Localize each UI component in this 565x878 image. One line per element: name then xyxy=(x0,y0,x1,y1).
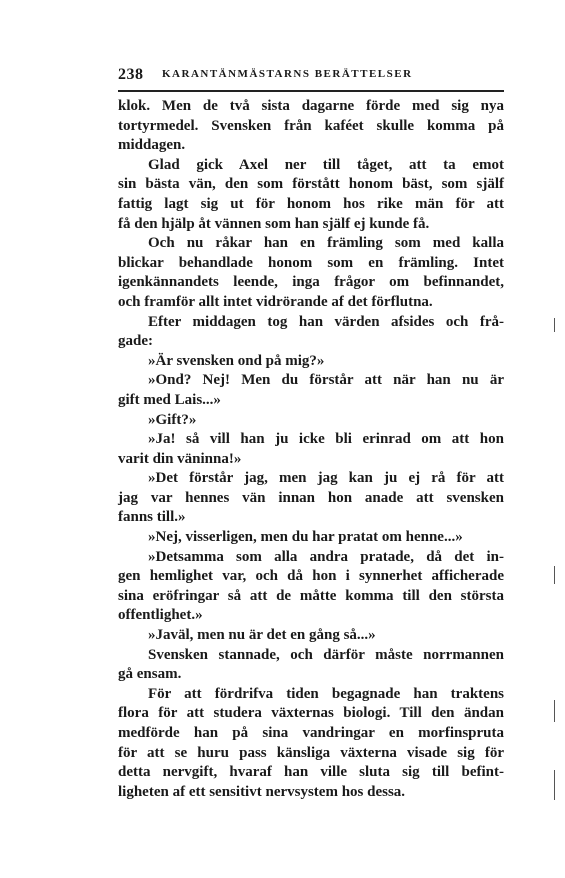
text-line: Glad gick Axel ner till tåget, att ta emot xyxy=(148,156,504,173)
text-line: flora för att studera växternas biologi. Till den ändan xyxy=(118,705,504,722)
text-line: sin bästa vän, den som förstått honom bäst, som själf xyxy=(118,176,504,193)
text-line: fanns till.» xyxy=(118,509,186,526)
text-line: Efter middagen tog han värden afsides och frå- xyxy=(148,313,504,330)
margin-mark xyxy=(554,566,555,584)
text-line: igenkännandets leende, inga frågor om befinnandet, xyxy=(118,274,504,291)
text-line: Och nu råkar han en främling som med kalla xyxy=(148,235,504,252)
text-line: Svensken stannade, och därför måste norrmannen xyxy=(148,646,504,663)
text-line: »Javäl, men nu är det en gång så...» xyxy=(148,627,376,644)
text-line: gift med Lais...» xyxy=(118,391,221,408)
header-rule xyxy=(118,90,504,92)
text-line: »Ja! så vill han ju icke bli erinrad om att hon xyxy=(148,431,504,448)
text-line: offentlighet.» xyxy=(118,607,203,624)
page-header xyxy=(118,66,504,90)
text-line: varit din väninna!» xyxy=(118,450,242,467)
text-line: »Ond? Nej! Men du förstår att när han nu är xyxy=(148,372,504,389)
text-line: ligheten af ett sensitivt nervsystem hos dessa. xyxy=(118,783,406,800)
text-line: För att fördrifva tiden begagnade han traktens xyxy=(148,685,504,702)
text-line: få den hjälp åt vännen som han själf ej kunde få. xyxy=(118,215,430,232)
text-line: fattig lagt sig ut för honom hos rike män för att xyxy=(118,195,504,212)
margin-mark xyxy=(554,770,555,800)
text-line: och framför allt intet vidrörande af det förflutna. xyxy=(118,293,433,310)
body-text xyxy=(118,97,504,802)
text-line: gen hemlighet var, och då hon i synnerhet afficherade xyxy=(118,568,504,585)
margin-mark xyxy=(554,700,555,722)
text-line: tortyrmedel. Svensken från kaféet skulle komma på xyxy=(118,117,504,134)
text-line: blickar behandlade honom som en främling. Intet xyxy=(118,254,504,271)
text-line: gade: xyxy=(118,333,153,350)
running-title: KARANTÄNMÄSTARNS BERÄTTELSER xyxy=(162,68,413,80)
text-line: sina eröfringar så att de måtte komma till den största xyxy=(118,587,504,604)
text-line: »Detsamma som alla andra pratade, då det in- xyxy=(148,548,504,565)
page-number: 238 xyxy=(118,66,144,83)
margin-mark xyxy=(554,318,555,332)
text-line: detta nervgift, hvaraf han ville sluta sig till befint- xyxy=(118,764,504,781)
text-line: »Nej, visserligen, men du har pratat om henne...» xyxy=(148,529,463,546)
text-line: jag var hennes vän innan hon anade att svensken xyxy=(118,489,504,506)
text-line: »Det förstår jag, men jag kan ju ej rå för att xyxy=(148,470,504,487)
text-line: »Är svensken ond på mig?» xyxy=(148,352,325,369)
text-line: gå ensam. xyxy=(118,666,182,683)
text-line: »Gift?» xyxy=(148,411,197,428)
text-line: middagen. xyxy=(118,137,186,154)
text-line: medförde han på sina vandringar en morfinspruta xyxy=(118,725,504,741)
text-line: för att se huru pass känsliga växterna visade sig för xyxy=(118,744,504,761)
text-line: klok. Men de två sista dagarne förde med sig nya xyxy=(118,98,504,114)
